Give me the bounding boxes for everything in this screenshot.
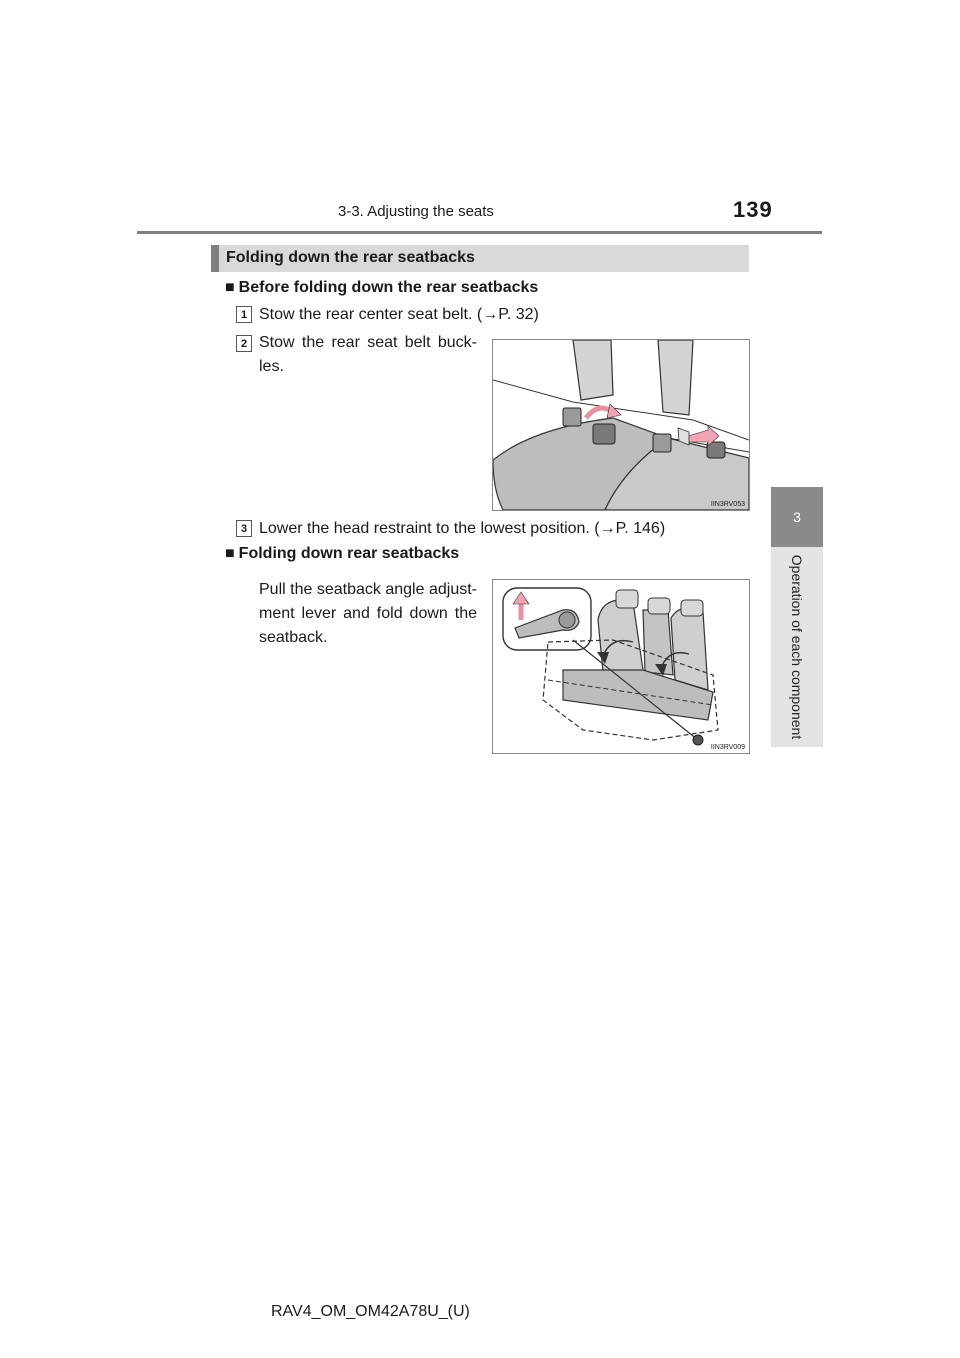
chapter-title: Operation of each component <box>789 554 805 740</box>
illustration-code: IIN3RV009 <box>710 744 745 751</box>
step-3-text: Lower the head restraint to the lowest position. (→P. 146) <box>259 520 666 537</box>
step-number-2: 2 <box>236 335 252 352</box>
bullet-icon: ■ <box>225 545 235 562</box>
section-heading <box>211 245 749 272</box>
step-2-text: Stow the rear seat belt buck-les. <box>259 334 477 375</box>
step-number-1: 1 <box>236 306 252 323</box>
chapter-tab <box>771 487 823 547</box>
folding-instruction-text: Pull the seatback angle adjust-ment lever and fold down the seatback. <box>259 581 477 646</box>
illustration-seat-belt-buckles <box>492 339 750 511</box>
illustration-code: IIN3RV053 <box>710 501 745 508</box>
step-number-3: 3 <box>236 520 252 537</box>
subsection-heading-folding: ■ Folding down rear seatbacks <box>225 545 460 562</box>
header-rule <box>137 231 822 234</box>
bullet-icon: ■ <box>225 279 235 296</box>
header-section-title: 3-3. Adjusting the seats <box>338 203 494 220</box>
section-heading-text: Folding down the rear seatbacks <box>226 249 475 266</box>
subsection-heading-before: ■ Before folding down the rear seatbacks <box>225 279 539 296</box>
step-1-text: Stow the rear center seat belt. (→P. 32) <box>259 306 539 323</box>
footer-model-code: RAV4_OM_OM42A78U_(U) <box>271 1303 470 1320</box>
chapter-number: 3 <box>793 509 801 525</box>
illustration-folding-seatbacks <box>492 579 750 754</box>
page-number: 139 <box>733 197 773 222</box>
